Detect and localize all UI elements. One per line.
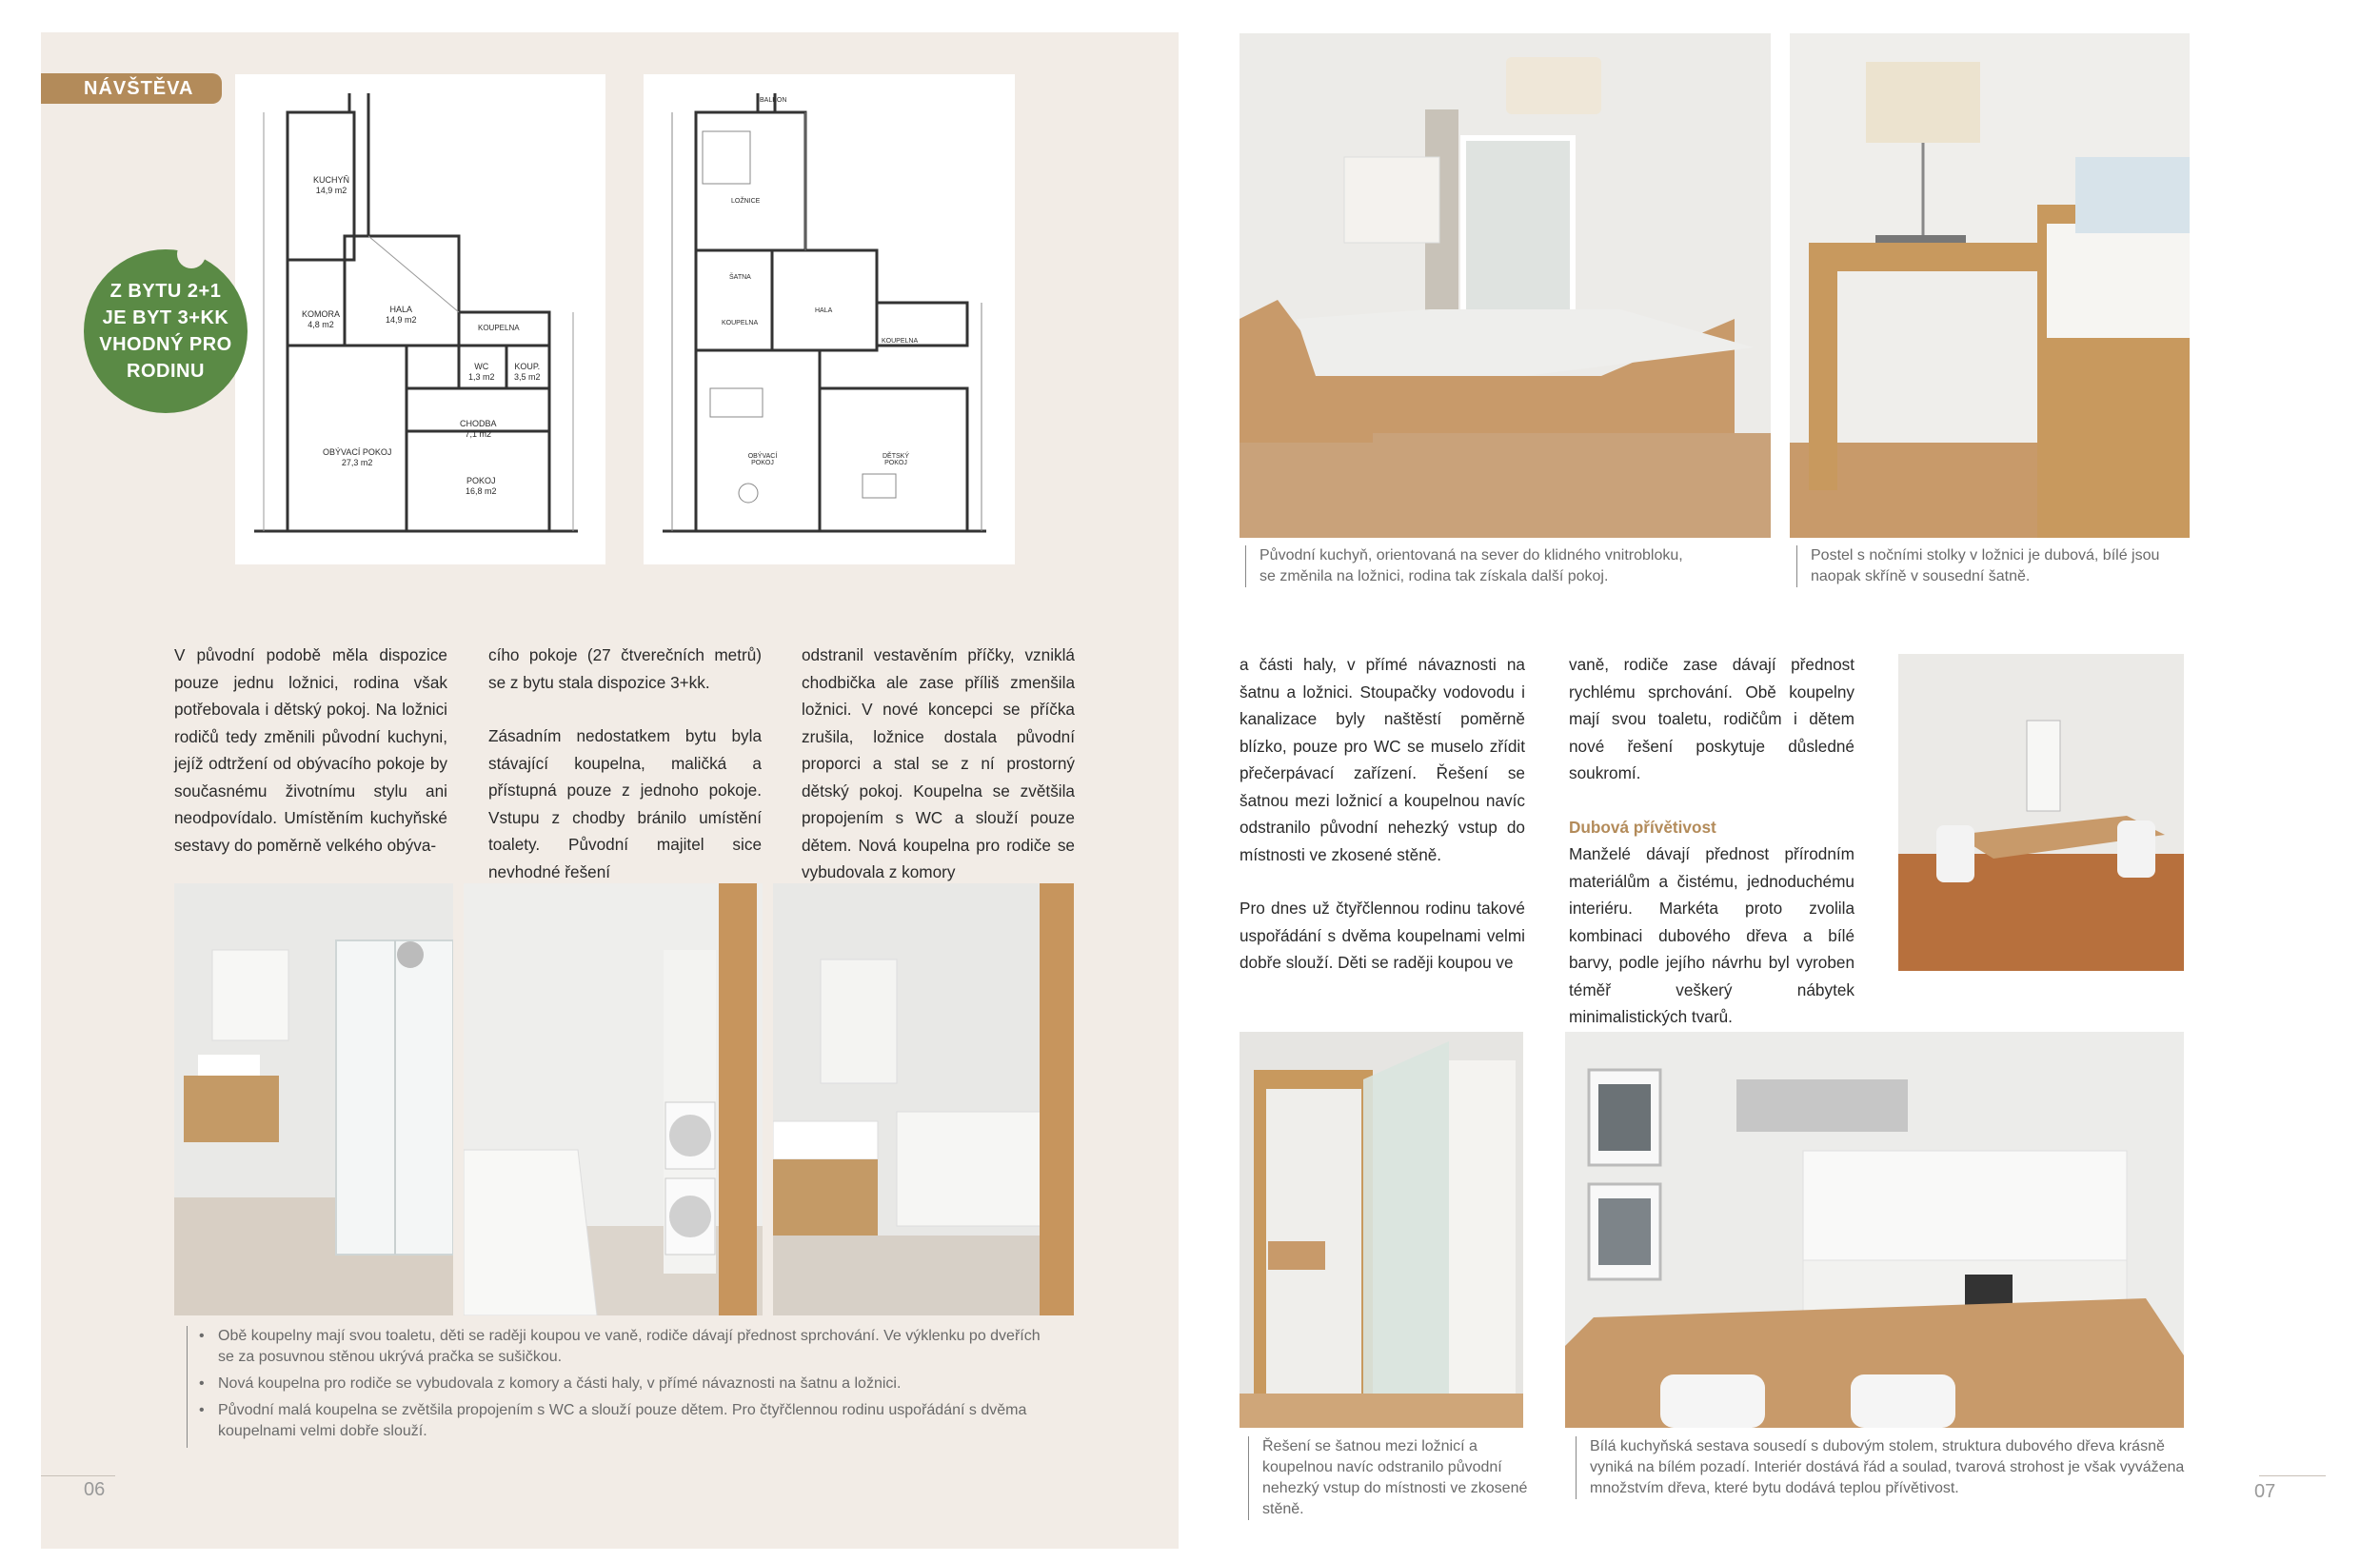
page-number-right: 07	[2254, 1481, 2276, 1502]
bullet-item: • Původní malá koupelna se zvětšila propojením s WC a slouží pouze dětem. Pro čtyřčlennou rodinu uspořádání s dvěma koupelnami velmi dobře slouží.	[199, 1400, 1056, 1442]
photo-bathroom-vanity	[773, 883, 1074, 1315]
folio-rule-left	[41, 1475, 115, 1476]
bullet-item: • Obě koupelny mají svou toaletu, děti se raději koupou ve vaně, rodiče dávají přednost sprchování. Ve výklenku po dveřích se za posuvnou stěnou ukrývá pračka se sušičkou.	[199, 1326, 1056, 1368]
caption-nightstand: Postel s nočními stolky v ložnici je dubová, bílé jsou naopak skříně v sousední šatně.	[1796, 545, 2192, 587]
room-label-kitchen: KUCHYŇ 14,9 m2	[313, 175, 350, 195]
caption-bedroom: Původní kuchyň, orientovaná na sever do klidného vnitrobloku, se změnila na ložnici, rodina tak získala další pokoj.	[1245, 545, 1697, 587]
room-label-bathroom-2: KOUPELNA	[882, 338, 919, 345]
floor-plan-before	[235, 74, 605, 564]
room-label-hall-new: HALA	[815, 307, 833, 314]
badge-notch	[177, 240, 206, 268]
photo-bathroom-shower	[174, 883, 453, 1315]
section-tag: NÁVŠTĚVA	[41, 73, 222, 104]
photo-bullets-left	[187, 1326, 1056, 1448]
room-label-bedroom: LOŽNICE	[731, 198, 761, 205]
body-column-1: V původní podobě měla dispozice pouze jednu ložnici, rodina však potřebovala i dětský pokoj. Na ložnici rodičů tedy změnili původní kuchyni, jejíž odtržení od obývacího pokoje by současnému životnímu stylu ani neodpovídalo. Umístěním kuchyňské sestavy do poměrně velkého obýva-	[174, 645, 447, 855]
photo-closet-door	[1240, 1032, 1523, 1428]
room-label-hall: HALA 14,9 m2	[386, 305, 417, 325]
room-label-wc: WC 1,3 m2	[468, 362, 495, 382]
room-label-balcony: BALKON	[760, 97, 787, 104]
room-label-kids-room: DĚTSKÝ POKOJ	[882, 453, 909, 466]
room-label-pantry: KOMORA 4,8 m2	[302, 309, 341, 329]
room-label-room: POKOJ 16,8 m2	[466, 476, 497, 496]
photo-bathroom-tub	[464, 883, 763, 1315]
room-label-bathroom: KOUPELNA	[478, 324, 520, 332]
photo-nightstand	[1790, 33, 2190, 538]
bullet-item: • Nová koupelna pro rodiče se vybudovala z komory a části haly, v přímé návaznosti na šatnu a ložnici.	[199, 1374, 1056, 1394]
body-column-2: cího pokoje (27 čtverečních metrů) se z bytu stala dispozice 3+kk. Zásadním nedostatkem bytu byla stávající koupelna, maličká a přístupná pouze z jednoho pokoje. Vstupu z chodby bránilo umístění toalety. Původní majitel sice nevhodné řešení	[488, 645, 762, 881]
body-column-4: a části haly, v přímé návaznosti na šatnu a ložnici. Stoupačky vodovodu i kanalizace byly naštěstí poměrně blízko, pouze pro WC se muselo zřídit přečerpávací zařízení. Řešení se šatnou mezi ložnicí a koupelnou navíc odstranilo původní nehezký vstup do místnosti ve zkosené stěně. Pro dnes už čtyřčlennou rodinu takové uspořádání s dvěma koupelnami velmi dobře slouží. Děti se raději koupou ve	[1240, 655, 1525, 972]
room-label-bathroom-1: KOUPELNA	[722, 320, 759, 326]
room-label-closet: ŠATNA	[729, 274, 751, 281]
headline-badge: Z BYTU 2+1 JE BYT 3+KK VHODNÝ PRO RODINU	[84, 249, 248, 413]
room-label-bath-small: KOUP. 3,5 m2	[514, 362, 541, 382]
floor-plan-after	[644, 74, 1015, 564]
photo-dining	[1898, 654, 2184, 971]
page-number-left: 06	[84, 1479, 106, 1500]
photo-kitchen	[1565, 1032, 2184, 1428]
room-label-living: OBÝVACÍ POKOJ 27,3 m2	[323, 447, 392, 467]
folio-rule-right	[2259, 1475, 2326, 1476]
body-column-5: vaně, rodiče zase dávají přednost rychlému sprchování. Obě koupelny mají svou toaletu, rodičům i dětem nové řešení poskytuje důsledné soukromí. Dubová přívětivost Manželé dávají přednost přírodním materiálům a čistému, jednoduchému interiéru. Markéta proto zvolila kombinaci dubového dřeva a bílé barvy, podle jejího návrhu byl vyroben téměř veškerý nábytek minimalistických tvarů.	[1569, 655, 1854, 1026]
body-column-3: odstranil vestavěním příčky, vzniklá chodbička ale zase příliš zmenšila ložnici. V nové koncepci se příčka zrušila, ložnice dostala původní proporci a stal se z ní prostorný dětský pokoj. Koupelna se zvětšila propojením s WC a slouží pouze dětem. Nová koupelna pro rodiče se vybudovala z komory	[802, 645, 1075, 881]
subheading: Dubová přívětivost	[1569, 817, 1716, 837]
photo-bedroom	[1240, 33, 1771, 538]
caption-closet-door: Řešení se šatnou mezi ložnicí a koupelnou navíc odstranilo původní nehezký vstup do místnosti ve zkosené stěně.	[1248, 1436, 1537, 1520]
room-label-living-new: OBÝVACÍ POKOJ	[747, 453, 778, 466]
caption-kitchen: Bílá kuchyňská sestava sousedí s dubovým stolem, struktura dubového dřeva krásně vyniká na bílém pozadí. Interiér dostává řád a soulad, tvarová strohost je však vyvážena množstvím dřeva, které bytu dodává teplou přívětivost.	[1576, 1436, 2195, 1499]
room-label-corridor: CHODBA 7,1 m2	[460, 419, 497, 439]
